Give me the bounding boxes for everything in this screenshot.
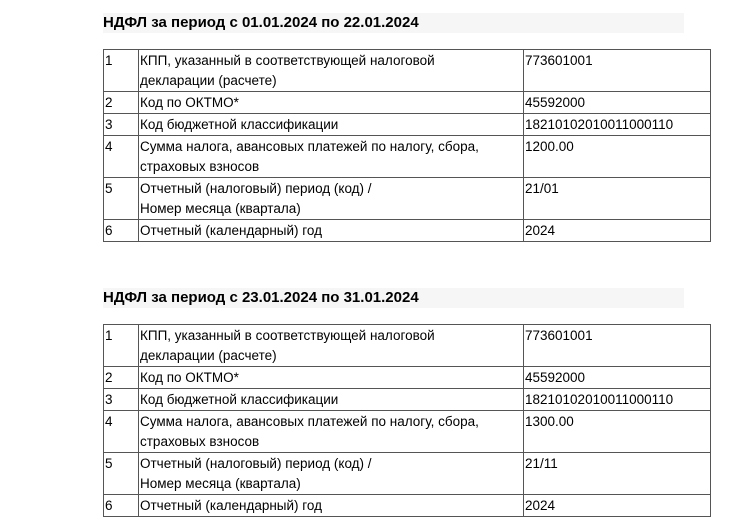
table-row xyxy=(104,411,711,453)
row-label: КПП, указанный в соответствующей налоговой декларации (расчете) xyxy=(139,50,524,92)
row-value: 21/11 xyxy=(524,453,711,495)
row-number: 1 xyxy=(104,50,139,92)
row-label: Отчетный (налоговый) период (код) / Номер месяца (квартала) xyxy=(139,453,524,495)
row-value: 2024 xyxy=(524,220,711,242)
table-row xyxy=(104,136,711,178)
row-label: Код бюджетной классификации xyxy=(139,389,524,411)
row-number: 5 xyxy=(104,178,139,220)
table-row xyxy=(104,495,711,517)
row-label: Код по ОКТМО* xyxy=(139,367,524,389)
row-value: 18210102010011000110 xyxy=(524,389,711,411)
table-row xyxy=(104,178,711,220)
row-value: 2024 xyxy=(524,495,711,517)
row-value: 773601001 xyxy=(524,325,711,367)
tax-details-table xyxy=(103,324,711,517)
table-row xyxy=(104,367,711,389)
row-number: 4 xyxy=(104,136,139,178)
row-label: КПП, указанный в соответствующей налоговой декларации (расчете) xyxy=(139,325,524,367)
section-title: НДФЛ за период с 01.01.2024 по 22.01.2024 xyxy=(103,13,684,33)
row-value: 18210102010011000110 xyxy=(524,114,711,136)
row-value: 773601001 xyxy=(524,50,711,92)
row-label: Отчетный (календарный) год xyxy=(139,495,524,517)
table-row xyxy=(104,50,711,92)
row-value: 1200.00 xyxy=(524,136,711,178)
row-number: 3 xyxy=(104,114,139,136)
table-row xyxy=(104,389,711,411)
row-number: 5 xyxy=(104,453,139,495)
row-value: 45592000 xyxy=(524,92,711,114)
row-label: Сумма налога, авансовых платежей по налогу, сбора, страховых взносов xyxy=(139,411,524,453)
table-row xyxy=(104,92,711,114)
row-label: Отчетный (налоговый) период (код) / Номер месяца (квартала) xyxy=(139,178,524,220)
row-number: 2 xyxy=(104,92,139,114)
row-number: 6 xyxy=(104,220,139,242)
tax-details-table xyxy=(103,49,711,242)
row-value: 21/01 xyxy=(524,178,711,220)
table-row xyxy=(104,453,711,495)
row-value: 45592000 xyxy=(524,367,711,389)
table-row xyxy=(104,220,711,242)
row-label: Отчетный (календарный) год xyxy=(139,220,524,242)
row-label: Сумма налога, авансовых платежей по налогу, сбора, страховых взносов xyxy=(139,136,524,178)
row-label: Код бюджетной классификации xyxy=(139,114,524,136)
table-row xyxy=(104,325,711,367)
row-value: 1300.00 xyxy=(524,411,711,453)
row-number: 2 xyxy=(104,367,139,389)
row-number: 3 xyxy=(104,389,139,411)
row-label: Код по ОКТМО* xyxy=(139,92,524,114)
table-row xyxy=(104,114,711,136)
section-title: НДФЛ за период с 23.01.2024 по 31.01.2024 xyxy=(103,288,684,308)
row-number: 1 xyxy=(104,325,139,367)
row-number: 6 xyxy=(104,495,139,517)
row-number: 4 xyxy=(104,411,139,453)
